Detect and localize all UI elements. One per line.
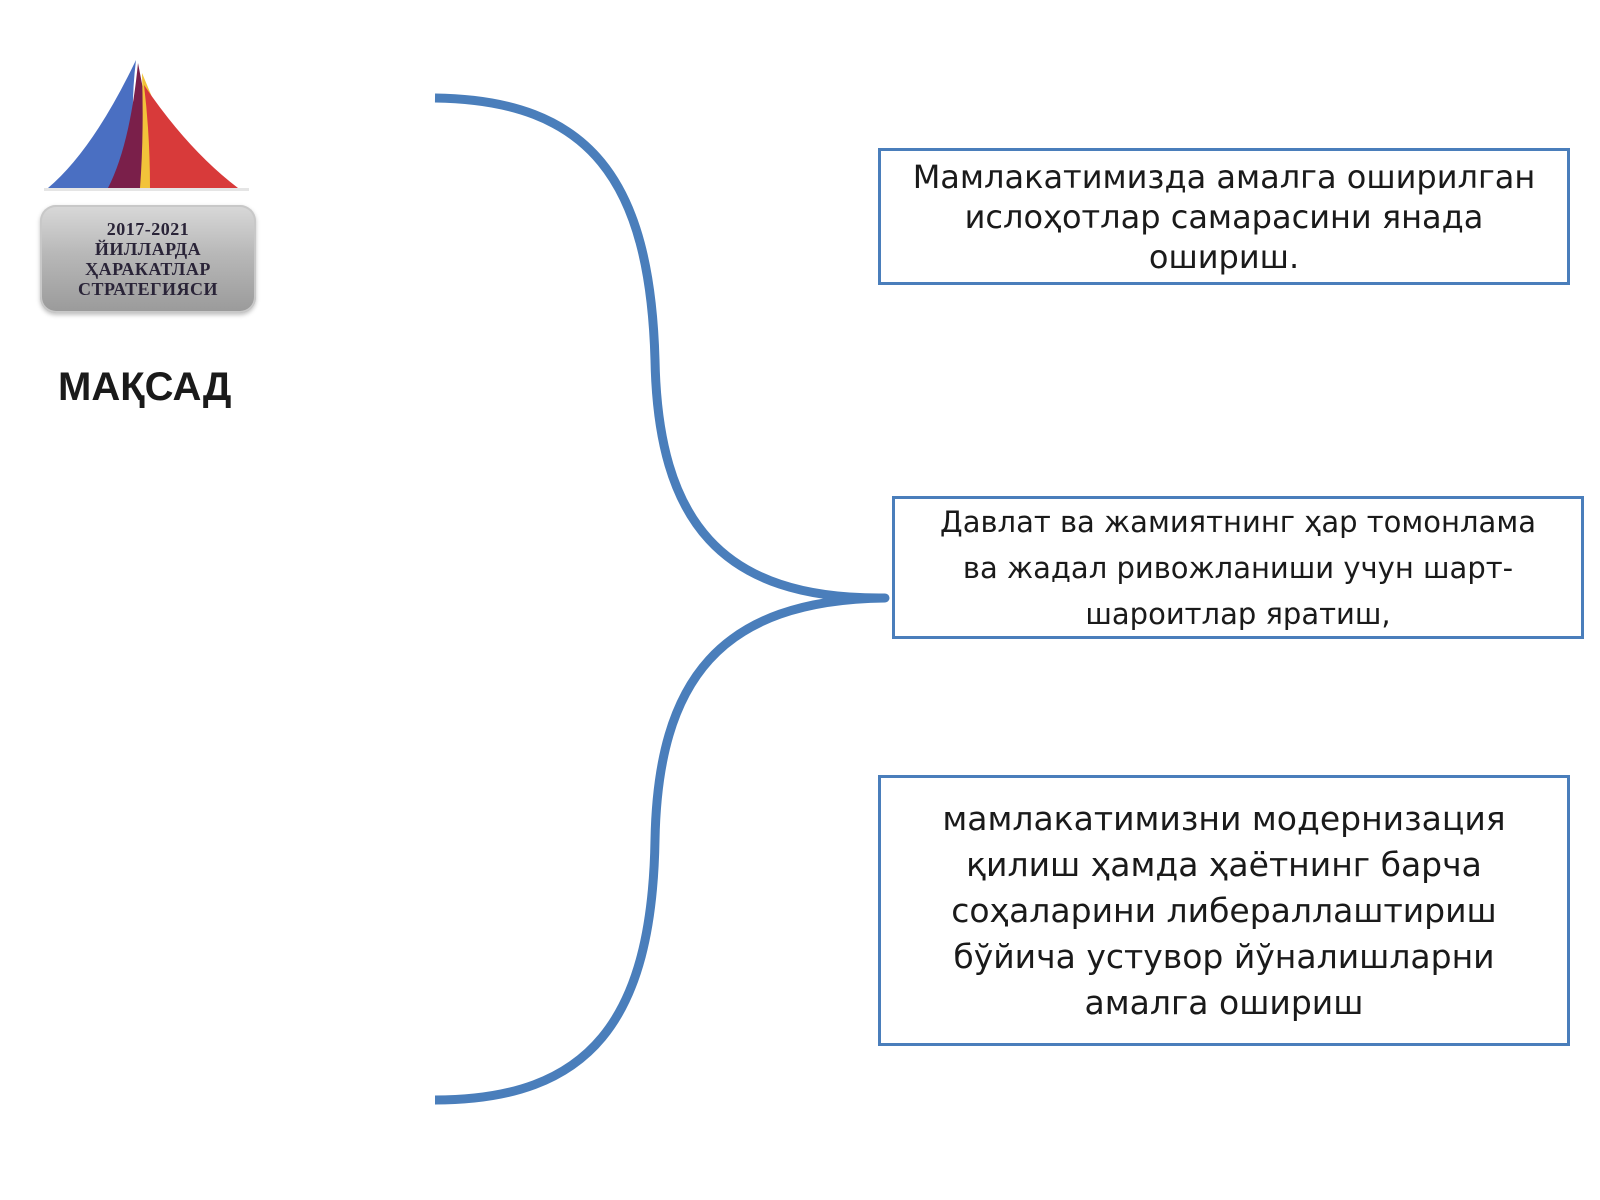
goal-box-line: ошириш. (1148, 237, 1300, 276)
plaque-line: ҲАРАКАТЛАР (85, 259, 211, 279)
plaque-line: 2017-2021 (106, 219, 190, 239)
goal-box-line: қилиш ҳамда ҳаётнинг барча (966, 844, 1482, 884)
goal-box-line: соҳаларини либераллаштириш (951, 890, 1497, 930)
goal-box-2 (892, 496, 1584, 639)
goal-box-line: Давлат ва жамиятнинг ҳар томонлама (940, 504, 1536, 539)
goal-box-3 (878, 775, 1570, 1046)
goal-box-line: ислоҳотлар самарасини янада (964, 197, 1484, 236)
plaque-line: ЙИЛЛАРДА (94, 239, 202, 259)
goal-box-line: ва жадал ривожланиши учун шарт- (962, 550, 1514, 585)
brace-path (435, 98, 885, 1100)
goal-box-text (913, 157, 1536, 277)
goal-box-line: бўйича устувор йўналишларни (953, 936, 1495, 976)
goal-box-1 (878, 148, 1570, 285)
goal-box-line: шароитлар яратиш, (1085, 596, 1391, 631)
goal-label: МАҚСАД (58, 365, 232, 409)
goal-box-text (942, 796, 1505, 1026)
goal-box-line: амалга ошириш (1084, 982, 1364, 1022)
goal-box-line: Мамлакатимизда амалга оширилган (912, 157, 1536, 196)
plaque-line: СТРАТЕГИЯСИ (77, 279, 219, 299)
goal-box-text (940, 499, 1536, 637)
goal-box-line: мамлакатимизни модернизация (942, 798, 1506, 838)
